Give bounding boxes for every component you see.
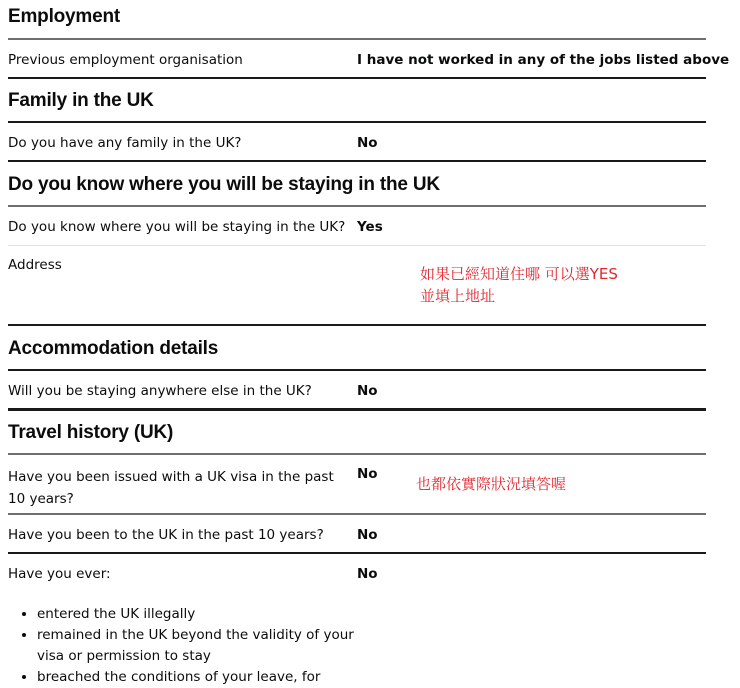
employment-question: Previous employment organisation — [8, 52, 243, 68]
travel-visa-question: Have you been issued with a UK visa in the past 10 years? — [8, 469, 334, 507]
employment-answer: I have not worked in any of the jobs listed above — [357, 52, 730, 68]
accommodation-heading: Accommodation details — [8, 338, 219, 359]
divider — [8, 77, 706, 79]
address-label: Address — [8, 257, 62, 273]
divider — [8, 552, 706, 554]
accommodation-answer: No — [357, 383, 378, 399]
divider — [8, 121, 706, 123]
travel-visa-answer: No — [357, 466, 378, 482]
divider — [8, 453, 706, 455]
divider — [8, 513, 706, 515]
divider — [8, 160, 706, 162]
family-heading: Family in the UK — [8, 90, 154, 111]
travel-annotation: 也都依實際狀況填答喔 — [416, 475, 567, 493]
divider — [8, 369, 706, 371]
divider — [8, 324, 706, 326]
accommodation-question: Will you be staying anywhere else in the UK? — [8, 383, 312, 399]
travel-heading: Travel history (UK) — [8, 422, 174, 443]
travel-visited-question: Have you been to the UK in the past 10 years? — [8, 527, 324, 543]
staying-heading: Do you know where you will be staying in the UK — [8, 174, 440, 195]
family-question: Do you have any family in the UK? — [8, 135, 242, 151]
travel-ever-question: Have you ever: — [8, 566, 111, 582]
divider — [8, 205, 706, 207]
employment-heading: Employment — [8, 6, 121, 27]
divider — [8, 245, 706, 246]
travel-ever-list — [8, 604, 357, 688]
staying-question: Do you know where you will be staying in the UK? — [8, 219, 346, 235]
staying-answer: Yes — [357, 219, 383, 235]
list-item: • entered the UK illegally — [37, 604, 357, 625]
travel-visited-answer: No — [357, 527, 378, 543]
address-annotation-line2: 並填上地址 — [420, 287, 496, 305]
list-item: • breached the conditions of your leave, for — [37, 667, 357, 688]
family-answer: No — [357, 135, 378, 151]
list-item: • remained in the UK beyond the validity of your visa or permission to stay — [37, 625, 357, 667]
divider — [8, 408, 706, 411]
travel-ever-answer: No — [357, 566, 378, 582]
divider — [8, 38, 706, 40]
address-annotation-line1: 如果已經知道住哪 可以選YES — [420, 265, 618, 283]
